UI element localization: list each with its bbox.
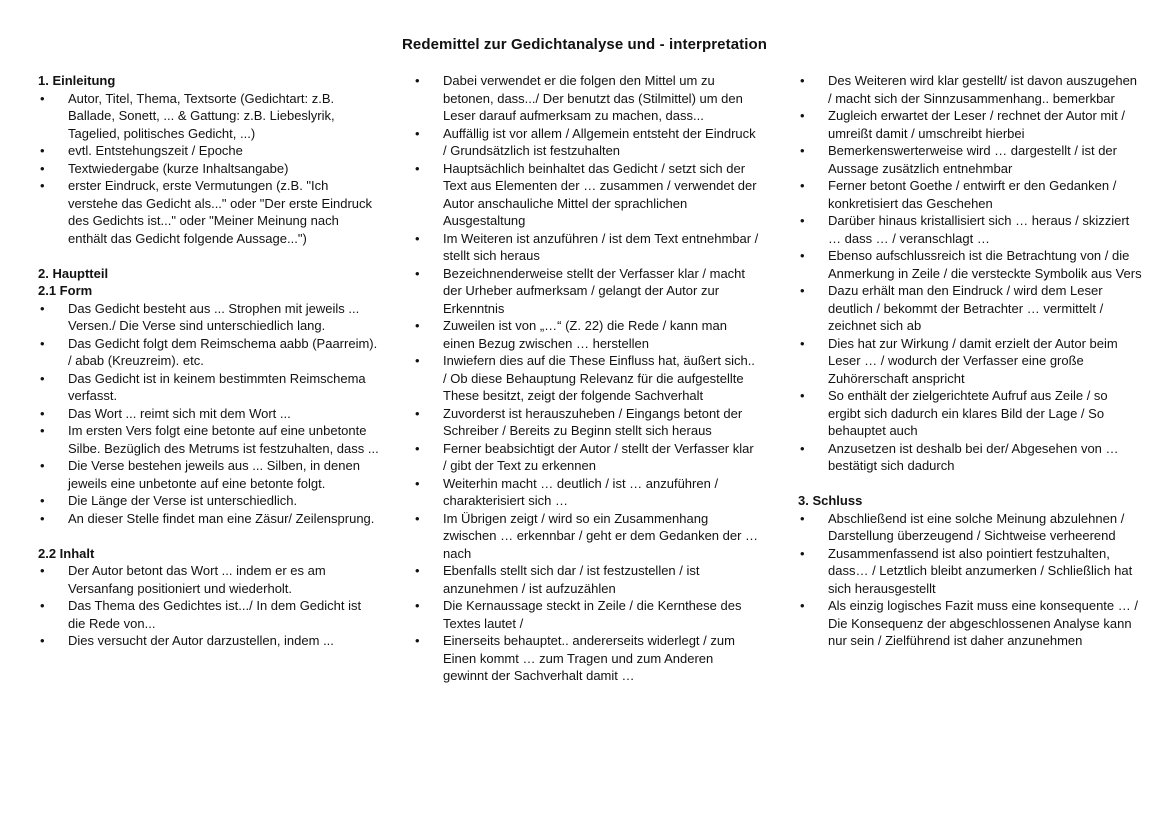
bullet-item: • Textwiedergabe (kurze Inhaltsangabe): [38, 160, 380, 178]
bullet-item: • Anzusetzen ist deshalb bei der/ Abgesehen von … bestätigt sich dadurch: [798, 440, 1142, 475]
bullet-item: • Bemerkenswerterweise wird … dargestellt / ist der Aussage zusätzlich entnehmbar: [798, 142, 1142, 177]
bullet-item: • Das Gedicht folgt dem Reimschema aabb (Paarreim). / abab (Kreuzreim). etc.: [38, 335, 380, 370]
section-heading: 1. Einleitung: [38, 73, 116, 88]
bullet-list: [798, 72, 1142, 475]
bullet-item: • Im ersten Vers folgt eine betonte auf eine unbetonte Silbe. Bezüglich des Metrums ist festzuhalten, dass ...: [38, 422, 380, 457]
bullet-item: • Auffällig ist vor allem / Allgemein entsteht der Eindruck / Grundsätzlich ist festzuhalten: [413, 125, 759, 160]
bullet-item: • Zuweilen ist von „…“ (Z. 22) die Rede / kann man einen Bezug zwischen … herstellen: [413, 317, 759, 352]
bullet-item: • Der Autor betont das Wort ... indem er es am Versanfang positioniert und wiederholt.: [38, 562, 380, 597]
bullet-item: • Des Weiteren wird klar gestellt/ ist davon auszugehen / macht sich der Sinnzusammenhang.. bemerkbar: [798, 72, 1142, 107]
bullet-item: • Ferner beabsichtigt der Autor / stellt der Verfasser klar / gibt der Text zu erkennen: [413, 440, 759, 475]
bullet-item: • Die Länge der Verse ist unterschiedlich.: [38, 492, 380, 510]
bullet-item: • Zuvorderst ist herauszuheben / Eingangs betont der Schreiber / Bereits zu Beginn stellt sich heraus: [413, 405, 759, 440]
bullet-item: • Das Gedicht besteht aus ... Strophen mit jeweils ... Versen./ Die Verse sind unterschiedlich lang.: [38, 300, 380, 335]
bullet-item: • Weiterhin macht … deutlich / ist … anzuführen / charakterisiert sich …: [413, 475, 759, 510]
bullet-item: • Das Wort ... reimt sich mit dem Wort ...: [38, 405, 380, 423]
bullet-item: • An dieser Stelle findet man eine Zäsur/ Zeilensprung.: [38, 510, 380, 528]
bullet-list: [798, 510, 1142, 650]
column-2: [413, 72, 759, 685]
bullet-list: [413, 72, 759, 685]
bullet-item: • Zusammenfassend ist also pointiert festzuhalten, dass… / Letztlich bleibt anzumerken / Schließlich hat sich herausgestellt: [798, 545, 1142, 598]
bullet-item: • Im Weiteren ist anzuführen / ist dem Text entnehmbar / stellt sich heraus: [413, 230, 759, 265]
bullet-item: • evtl. Entstehungszeit / Epoche: [38, 142, 380, 160]
bullet-item: • Ebenfalls stellt sich dar / ist festzustellen / ist anzunehmen / ist aufzuzählen: [413, 562, 759, 597]
bullet-item: • Inwiefern dies auf die These Einfluss hat, äußert sich.. / Ob diese Behauptung Relevanz für die aufgestellte These besitzt, zeigt der folgende Sachverhalt: [413, 352, 759, 405]
section-heading: 2.2 Inhalt: [38, 545, 95, 561]
bullet-item: • Einerseits behauptet.. andererseits widerlegt / zum Einen kommt … zum Tragen und zum Anderen gewinnt der Sachverhalt damit …: [413, 632, 759, 685]
columns-container: [0, 72, 1169, 685]
bullet-item: • Ebenso aufschlussreich ist die Betrachtung von / die Anmerkung in Zeile / die versteckte Symbolik aus Vers: [798, 247, 1142, 282]
bullet-item: • So enthält der zielgerichtete Aufruf aus Zeile / so ergibt sich dadurch ein klares Bild der Lage / So behauptet auch: [798, 387, 1142, 440]
bullet-item: • Die Kernaussage steckt in Zeile / die Kernthese des Textes lautet /: [413, 597, 759, 632]
bullet-item: • Autor, Titel, Thema, Textsorte (Gedichtart: z.B. Ballade, Sonett, ... & Gattung: z.B. Liebeslyrik, Tagelied, politisches Gedicht, ...): [38, 90, 380, 143]
section-spacer: [38, 527, 380, 545]
bullet-item: • Ferner betont Goethe / entwirft er den Gedanken / konkretisiert das Geschehen: [798, 177, 1142, 212]
section-spacer: [38, 247, 380, 265]
bullet-list: [38, 90, 380, 248]
bullet-list: [38, 300, 380, 528]
bullet-item: • Im Übrigen zeigt / wird so ein Zusammenhang zwischen … erkennbar / geht er dem Gedanken der … nach: [413, 510, 759, 563]
bullet-item: • Die Verse bestehen jeweils aus ... Silben, in denen jeweils eine unbetonte auf eine betonte folgt.: [38, 457, 380, 492]
bullet-item: • Bezeichnenderweise stellt der Verfasser klar / macht der Urheber aufmerksam / gelangt der Autor zur Erkenntnis: [413, 265, 759, 318]
bullet-item: • Darüber hinaus kristallisiert sich … heraus / skizziert … dass … / veranschlagt …: [798, 212, 1142, 247]
bullet-item: • Abschließend ist eine solche Meinung abzulehnen / Darstellung überzeugend / Sichtweise verheerend: [798, 510, 1142, 545]
bullet-item: • Das Thema des Gedichtes ist.../ In dem Gedicht ist die Rede von...: [38, 597, 380, 632]
section-heading: 2. Hauptteil: [38, 265, 109, 281]
section-heading: 2.1 Form: [38, 283, 93, 298]
section-spacer: [798, 475, 1142, 493]
document-title: Redemittel zur Gedichtanalyse und - interpretation: [401, 36, 768, 53]
bullet-item: • Dies hat zur Wirkung / damit erzielt der Autor beim Leser … / wodurch der Verfasser eine große Zuhörerschaft anspricht: [798, 335, 1142, 388]
bullet-item: • Dies versucht der Autor darzustellen, indem ...: [38, 632, 380, 650]
bullet-item: • Als einzig logisches Fazit muss eine konsequente … / Die Konsequenz der abgeschlossenen Analyse kann nur sein / Zielführend ist daher anzunehmen: [798, 597, 1142, 650]
bullet-list: [38, 562, 380, 650]
column-3: [798, 72, 1142, 650]
bullet-item: • Zugleich erwartet der Leser / rechnet der Autor mit / umreißt damit / umschreibt hierbei: [798, 107, 1142, 142]
column-1: [38, 72, 380, 650]
bullet-item: • Das Gedicht ist in keinem bestimmten Reimschema verfasst.: [38, 370, 380, 405]
section-heading: 3. Schluss: [798, 493, 863, 508]
bullet-item: • Hauptsächlich beinhaltet das Gedicht / setzt sich der Text aus Elementen der … zusammen / verwendet der Autor anschauliche Mittel der sprachlichen Ausgestaltung: [413, 160, 759, 230]
bullet-item: • Dabei verwendet er die folgen den Mittel um zu betonen, dass.../ Der benutzt das (Stilmittel) um den Leser darauf aufmerksam zu machen, dass...: [413, 72, 759, 125]
bullet-item: • Dazu erhält man den Eindruck / wird dem Leser deutlich / bekommt der Betrachter … vermittelt / zeichnet sich ab: [798, 282, 1142, 335]
bullet-item: • erster Eindruck, erste Vermutungen (z.B. "Ich verstehe das Gedicht als..." oder "Der erste Eindruck des Gedichts ist..." oder "Meiner Meinung nach enthält das Gedicht folgende Aussage..."): [38, 177, 380, 247]
